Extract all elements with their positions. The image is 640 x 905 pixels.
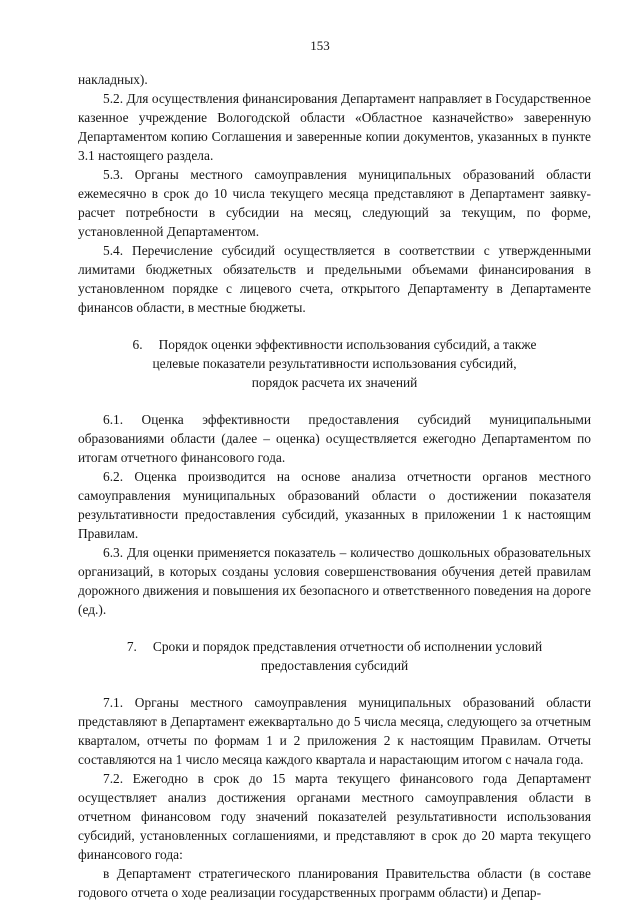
paragraph-6-2: 6.2. Оценка производится на основе анализа отчетности органов местного самоуправления муниципальных образований области о достижении показателя результативности предоставления субсидий, указанных в приложении 1 к настоящим Правилам. [78,469,591,541]
paragraph-7-1: 7.1. Органы местного самоуправления муниципальных образований области представляют в Департамент ежеквартально до 5 числа месяца, следующего за отчетным кварталом, отчеты по формам 1 и 2 приложения 2 к настоящим Правилам. Отчеты составляются на 1 число месяца каждого квартала и нарастающим итогом с начала года. [78,695,591,767]
section-7-heading [78,637,591,675]
paragraph-6-3: 6.3. Для оценки применяется показатель – количество дошкольных образовательных организаций, в которых созданы условия совершенствования обучения детей правилам дорожного движения и повышения их безопасного и ответственного поведения на дороге (ед.). [78,545,591,617]
paragraph-5-2: 5.2. Для осуществления финансирования Департамент направляет в Государственное казенное учреждение Вологодской области «Областное казначейство» заверенную Департаментом копию Соглашения и заверенные копии документов, указанных в пункте 3.1 настоящего раздела. [78,91,591,163]
section-6-title-line-2: целевые показатели результативности использования субсидий, [152,356,517,371]
paragraph-5-4: 5.4. Перечисление субсидий осуществляется в соответствии с утвержденными лимитами бюджетных обязательств и предельными объемами финансирования в установленном порядке с лицевого счета, открытого Департаменту в Департаменте финансов области, в местные бюджеты. [78,243,591,315]
paragraph-7-2-continuation: в Департамент стратегического планирования Правительства области (в составе годового отчета о ходе реализации государственных программ области) и Депар- [78,866,591,900]
section-6-heading [78,335,591,392]
paragraph-5-3: 5.3. Органы местного самоуправления муниципальных образований области ежемесячно в срок до 10 числа текущего месяца представляют в Департамент заявку-расчет потребности в субсидии на месяц, следующий за текущим, по форме, установленной Департаментом. [78,167,591,239]
document-body [78,70,591,902]
section-6-number: 6. [132,337,143,352]
section-6-title-line-1: Порядок оценки эффективности использования субсидий, а также [158,337,537,352]
section-7-title-line-2: предоставления субсидий [260,658,409,673]
paragraph-6-1: 6.1. Оценка эффективности предоставления субсидий муниципальными образованиями области (далее – оценка) осуществляется ежегодно Департаментом по итогам отчетного финансового года. [78,412,591,465]
section-7-title-line-1: Сроки и порядок представления отчетности об исполнении условий [152,639,543,654]
section-7-number: 7. [126,639,137,654]
section-6-title-line-3: порядок расчета их значений [251,375,418,390]
page-number: 153 [310,38,330,53]
paragraph-7-2: 7.2. Ежегодно в срок до 15 марта текущего финансового года Департамент осуществляет анализ достижения органами местного самоуправления области в отчетном финансовом году значений показателей результативности использования субсидий, установленных соглашениями, и представляют в срок до 20 марта текущего финансового года: [78,771,591,862]
paragraph-continuation: накладных). [78,72,148,87]
